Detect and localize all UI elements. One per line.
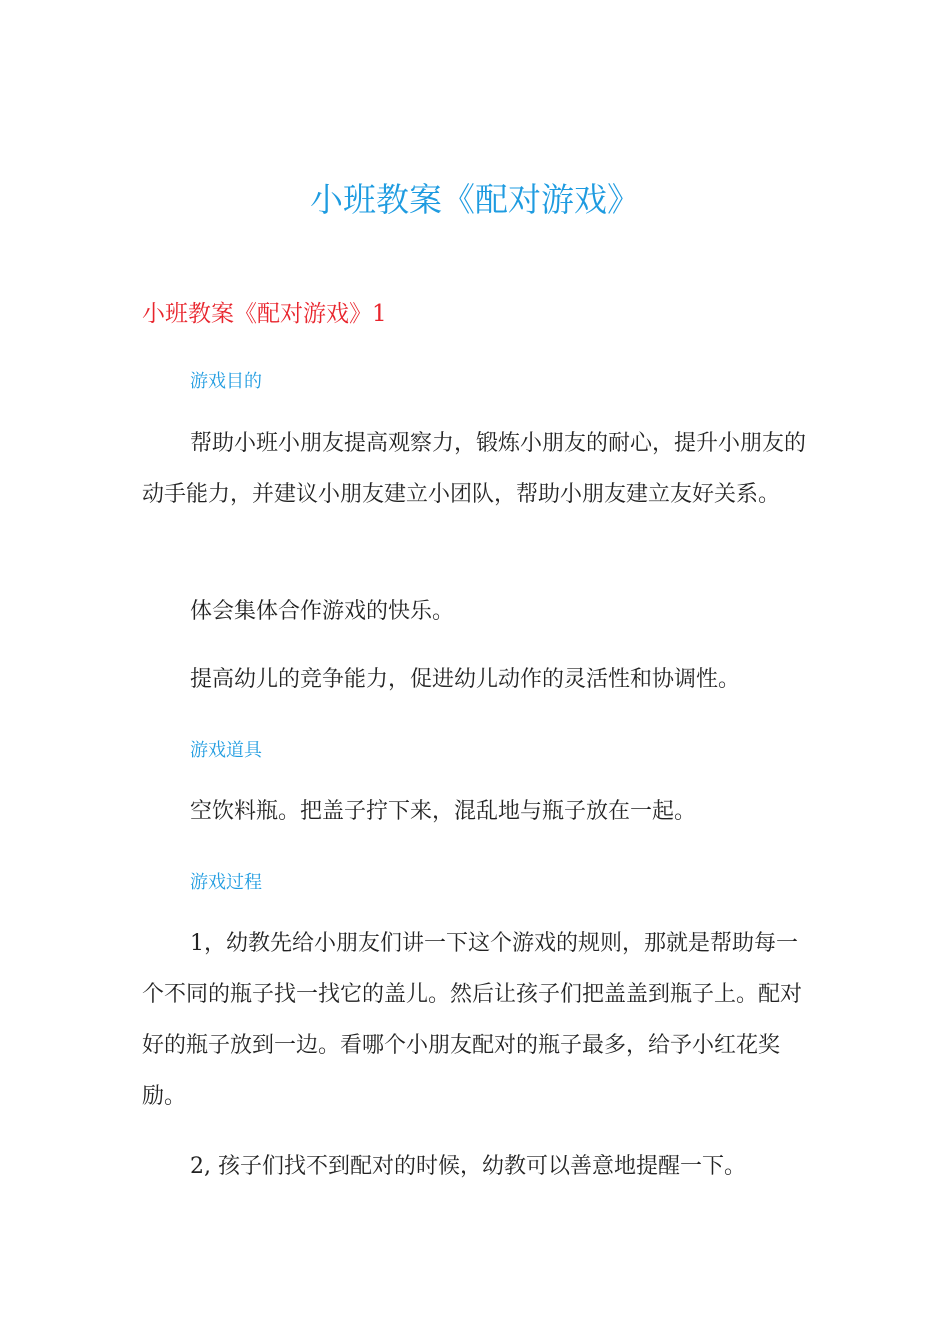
subheading-process: 游戏过程 [190, 872, 262, 893]
paragraph-props-1: 空饮料瓶。把盖子拧下来，混乱地与瓶子放在一起。 [190, 799, 697, 824]
paragraph-process-2: 2, 孩子们找不到配对的时候，幼教可以善意地提醒一下。 [190, 1154, 746, 1179]
paragraph-process-1: 1，幼教先给小朋友们讲一下这个游戏的规则，那就是帮助每一个不同的瓶子找一找它的盖儿。然后让孩子们把盖盖到瓶子上。配对好的瓶子放到一边。看哪个小朋友配对的瓶子最多，给予小红花奖励。 [142, 931, 803, 1109]
subheading-props: 游戏道具 [190, 740, 262, 761]
subheading-goal: 游戏目的 [190, 371, 262, 392]
paragraph-goal-1: 帮助小班小朋友提高观察力，锻炼小朋友的耐心，提升小朋友的动手能力，并建议小朋友建立小团队，帮助小朋友建立友好关系。 [142, 431, 807, 507]
paragraph-goal-2: 体会集体合作游戏的快乐。 [190, 599, 455, 624]
document-title: 小班教案《配对游戏》 [310, 180, 640, 219]
paragraph-goal-3: 提高幼儿的竞争能力，促进幼儿动作的灵活性和协调性。 [190, 667, 741, 692]
section-heading: 小班教案《配对游戏》1 [142, 301, 387, 327]
